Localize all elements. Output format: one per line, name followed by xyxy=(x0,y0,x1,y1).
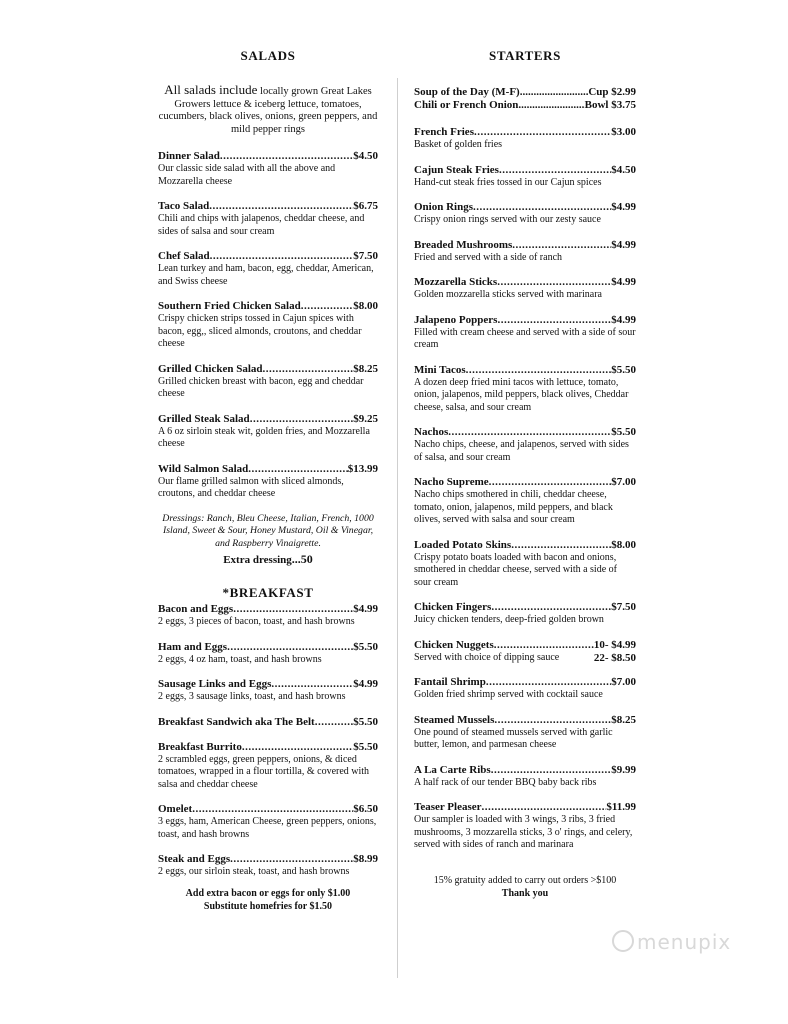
item-description: Juicy chicken tenders, deep-fried golden brown xyxy=(414,614,604,625)
salads-intro-lead: All salads include xyxy=(164,82,258,97)
menu-item xyxy=(158,200,378,238)
item-description: Fried and served with a side of ranch xyxy=(414,251,563,263)
item-name: Chicken Fingers xyxy=(414,601,492,613)
item-price: $8.00 xyxy=(353,300,378,312)
item-name: Fantail Shrimp xyxy=(414,676,486,688)
menu-item xyxy=(414,126,636,152)
homefries-note: Substitute homefries for $1.50 xyxy=(203,900,333,912)
menu-item xyxy=(158,250,378,288)
item-price: $4.99 xyxy=(611,276,636,288)
menu-item xyxy=(158,741,378,792)
item-description: Basket of golden fries xyxy=(414,139,503,150)
item-name: Omelet xyxy=(158,803,193,815)
item-name: Bacon and Eggs xyxy=(158,603,234,615)
item-description: Our sampler is loaded with 3 wings, 3 ribs, 3 fried mushrooms, 3 mozzarella sticks, 3 o' rings, and celery, served with sides of ranch and marinara xyxy=(414,814,633,850)
item-price: $5.50 xyxy=(353,640,378,653)
dressings-note: Dressings: Ranch, Bleu Cheese, Italian, French, 1000 Island, Sweet & Sour, Honey Mustard, Oil & Vinegar, and Raspberry Vinaigrette. xyxy=(162,512,374,549)
item-name: Loaded Potato Skins xyxy=(414,538,512,551)
salads-intro xyxy=(158,84,378,136)
watermark-logo xyxy=(612,930,731,954)
menu-item xyxy=(414,601,636,627)
menu-item xyxy=(414,539,636,590)
item-name: Grilled Steak Salad xyxy=(158,412,250,425)
item-description: Crispy potato boats loaded with bacon and onions, smothered in cheddar cheese, served with a side of sour cream xyxy=(414,551,617,588)
chili-row xyxy=(414,99,636,112)
menu-item xyxy=(158,463,378,501)
item-name: French Fries xyxy=(414,126,474,138)
menu-item xyxy=(414,276,636,302)
left-column xyxy=(158,48,378,913)
item-price: $6.75 xyxy=(353,200,378,212)
item-name: Taco Salad xyxy=(158,200,210,212)
watermark-text: menupix xyxy=(637,930,732,954)
menu-item xyxy=(414,239,636,265)
item-description: Hand-cut steak fries tossed in our Cajun spices xyxy=(414,176,602,188)
menu-item xyxy=(414,164,636,190)
item-name: Teaser Pleaser xyxy=(414,801,482,813)
menu-item xyxy=(158,413,378,451)
breakfast-heading: *BREAKFAST xyxy=(222,585,314,600)
item-name: Grilled Chicken Salad xyxy=(158,362,263,375)
item-description: Served with choice of dipping sauce xyxy=(414,651,560,663)
item-description: 2 eggs, 3 sausage links, toast, and hash browns xyxy=(158,691,346,702)
item-price: $8.25 xyxy=(611,713,636,726)
right-column xyxy=(414,48,636,900)
item-name: Steamed Mussels xyxy=(414,713,495,726)
item-name: Ham and Eggs xyxy=(158,640,228,653)
menupix-icon xyxy=(612,930,634,952)
salads-list xyxy=(158,150,378,501)
menu-item xyxy=(414,314,636,352)
menu-item xyxy=(158,716,378,729)
item-price: $8.25 xyxy=(353,362,378,375)
item-name: Jalapeno Poppers xyxy=(414,313,498,326)
item-name: Dinner Salad xyxy=(158,150,220,162)
menu-item xyxy=(414,714,636,752)
salads-intro-text: locally grown Great Lakes Growers lettuce & iceberg lettuce, tomatoes, cucumbers, black olives, onions, green peppers, and mild pepper rings xyxy=(158,86,378,135)
item-name: Southern Fried Chicken Salad xyxy=(158,300,301,312)
item-description: 2 eggs, 3 pieces of bacon, toast, and hash browns xyxy=(158,616,355,627)
menu-item xyxy=(158,603,378,629)
item-price: $13.99 xyxy=(347,462,378,475)
menu-item xyxy=(414,426,636,464)
item-name: Onion Rings xyxy=(414,201,473,213)
extra-dressing-label: Extra dressing xyxy=(223,554,292,566)
item-name: Cajun Steak Fries xyxy=(414,163,499,176)
menu-item xyxy=(414,476,636,527)
item-price: $4.99 xyxy=(611,313,636,326)
item-price: $5.50 xyxy=(353,715,378,728)
item-price: $9.25 xyxy=(353,412,378,425)
breakfast-list xyxy=(158,603,378,879)
item-price: $11.99 xyxy=(606,801,636,813)
menu-item xyxy=(414,201,636,227)
item-description: Our classic side salad with all the above and Mozzarella cheese xyxy=(158,163,336,187)
item-price-large: 22- $8.50 xyxy=(593,651,636,664)
item-description: Lean turkey and ham, bacon, egg, cheddar, American, and Swiss cheese xyxy=(158,263,374,287)
item-description: A dozen deep fried mini tacos with lettuce, tomato, onion, jalapenos, mild peppers, black olives, Cheddar cheese, salsa, and sour cream xyxy=(414,376,629,413)
item-price: $5.50 xyxy=(353,740,378,753)
item-name: Sausage Links and Eggs xyxy=(158,678,272,690)
item-price: $4.99 xyxy=(353,603,378,615)
starters-footer xyxy=(414,874,636,900)
item-name: Breakfast Sandwich aka The Belt xyxy=(158,715,315,728)
item-name: Mini Tacos xyxy=(414,363,466,376)
item-name: Mozzarella Sticks xyxy=(414,276,498,288)
item-price: $4.99 xyxy=(611,201,636,213)
item-price: $6.50 xyxy=(353,803,378,815)
item-name: Breaded Mushrooms xyxy=(414,238,513,251)
item-price: $7.00 xyxy=(611,676,636,688)
menu-item xyxy=(158,150,378,188)
item-description: Golden mozzarella sticks served with marinara xyxy=(414,289,602,300)
item-description: One pound of steamed mussels served with garlic butter, lemon, and parmesan cheese xyxy=(414,726,613,750)
item-description: A 6 oz sirloin steak wit, golden fries, and Mozzarella cheese xyxy=(158,425,370,449)
menu-item xyxy=(158,363,378,401)
item-name: Chef Salad xyxy=(158,250,210,262)
item-price: $4.50 xyxy=(353,150,378,162)
item-price: $4.99 xyxy=(611,238,636,251)
menu-item-nuggets xyxy=(414,639,636,665)
item-description: Crispy onion rings served with our zesty sauce xyxy=(414,214,601,225)
item-price: $5.50 xyxy=(611,426,636,438)
soup-name: Soup of the Day (M-F) xyxy=(414,86,520,98)
item-price: $7.50 xyxy=(353,250,378,262)
item-price: $8.00 xyxy=(611,538,636,551)
item-description: A half rack of our tender BBQ baby back ribs xyxy=(414,776,597,788)
item-description: Chili and chips with jalapenos, cheddar cheese, and sides of salsa and sour cream xyxy=(158,213,365,237)
item-description: Nacho chips, cheese, and jalapenos, served with sides of salsa, and sour cream xyxy=(414,439,629,463)
item-name: Breakfast Burrito xyxy=(158,740,242,753)
item-price: $4.99 xyxy=(353,678,378,690)
column-divider xyxy=(397,78,398,978)
starters-list xyxy=(414,126,636,852)
item-description: 3 eggs, ham, American Cheese, green peppers, onions, toast, and hash browns xyxy=(158,816,377,840)
item-name: Nacho Supreme xyxy=(414,476,489,488)
item-name: A La Carte Ribs xyxy=(414,763,491,776)
item-name: Wild Salmon Salad xyxy=(158,462,249,475)
menu-item xyxy=(158,853,378,879)
soup-price: Cup $2.99 xyxy=(588,86,636,98)
item-description: 2 eggs, 4 oz ham, toast, and hash browns xyxy=(158,653,322,665)
item-name: Chicken Nuggets xyxy=(414,638,494,651)
item-description: 2 eggs, our sirloin steak, toast, and hash browns xyxy=(158,866,350,877)
menu-item xyxy=(158,300,378,351)
menu-item xyxy=(414,676,636,702)
soup-row xyxy=(414,86,636,99)
item-price: 10- $4.99 xyxy=(593,638,636,651)
item-price: $5.50 xyxy=(611,363,636,376)
item-description: Golden fried shrimp served with cocktail sauce xyxy=(414,689,603,700)
item-price: $3.00 xyxy=(611,126,636,138)
menu-item xyxy=(414,364,636,415)
item-name: Nachos xyxy=(414,426,449,438)
item-name: Steak and Eggs xyxy=(158,853,231,865)
thank-you-note: Thank you xyxy=(501,887,549,899)
item-description: Filled with cream cheese and served with a side of sour cream xyxy=(414,326,636,350)
chili-name: Chili or French Onion xyxy=(414,99,519,111)
salads-heading: SALADS xyxy=(240,48,296,63)
extra-bacon-note: Add extra bacon or eggs for only $1.00 xyxy=(185,887,351,899)
menu-item xyxy=(414,764,636,790)
menu-item xyxy=(158,641,378,667)
menu-item xyxy=(158,803,378,841)
breakfast-footer xyxy=(158,887,378,913)
extra-dressing-price: ...50 xyxy=(291,552,313,566)
item-description: Nacho chips smothered in chili, cheddar cheese, tomato, onion, jalapenos, mild peppers, and black olives, served with salsa and sour cream xyxy=(414,489,613,525)
soup-block xyxy=(414,86,636,112)
item-description: 2 scrambled eggs, green peppers, onions, & diced tomatoes, wrapped in a flour tortilla, & covered with salsa and cheddar cheese xyxy=(158,753,370,790)
item-price: $9.99 xyxy=(611,763,636,776)
menu-item xyxy=(158,678,378,704)
extra-dressing xyxy=(158,552,378,567)
item-price: $7.00 xyxy=(611,476,636,488)
item-description: Grilled chicken breast with bacon, egg and cheddar cheese xyxy=(158,375,364,399)
item-description: Our flame grilled salmon with sliced almonds, croutons, and cheddar cheese xyxy=(158,475,344,499)
chili-price: Bowl $3.75 xyxy=(584,99,636,111)
starters-heading: STARTERS xyxy=(488,48,561,63)
item-price: $8.99 xyxy=(353,853,378,865)
menu-item xyxy=(414,801,636,852)
item-price: $7.50 xyxy=(611,601,636,613)
item-price: $4.50 xyxy=(611,163,636,176)
item-description: Crispy chicken strips tossed in Cajun spices with bacon, egg,, sliced almonds, croutons, and cheddar cheese xyxy=(158,313,362,349)
gratuity-note: 15% gratuity added to carry out orders >$100 xyxy=(433,874,617,886)
